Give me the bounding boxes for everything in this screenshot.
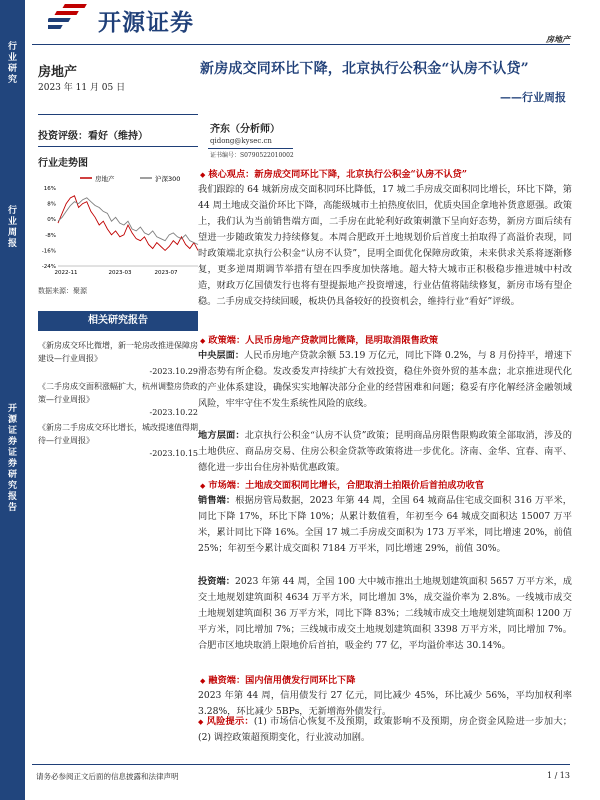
- finance-body: 2023 年第 44 周，信用债发行 27 亿元，同比减少 45%，环比减少 56%，平均加权利率 3.28%，环比减少 5BPs，无新增海外债发行。: [198, 690, 572, 717]
- author-email[interactable]: qidong@kysec.cn: [210, 137, 272, 145]
- legend-label-hs300: 沪深300: [155, 175, 181, 183]
- y-tick-label: 0%: [47, 217, 56, 224]
- x-tick-label: 2022-11: [54, 270, 78, 276]
- diamond-bullet-icon: ◆: [198, 718, 204, 726]
- x-tick-label: 2023-03: [108, 270, 132, 276]
- side-label-research: 行业研究: [7, 42, 17, 85]
- author-name: 齐东（分析师）: [210, 124, 280, 135]
- related-report[interactable]: [38, 380, 198, 419]
- side-band: [0, 0, 25, 800]
- side-label-weekly: 行业周报: [7, 206, 17, 249]
- related-reports-list: [38, 339, 198, 462]
- core-view-body: 我们跟踪的 64 城新房成交面积同环比降低，17 城二手房成交面积同比增长，环比下降，第 44 周土地成交溢价环比下降，高能级城市土拍热度依旧，优质央国企拿地补货意愿强。政策上，我们认为当前销售端方面，二手房在此轮利好政策刺激下呈向好态势，新房方面后续有望进一步随政策发力持续修复。本周合肥政开土地规划价后首度土拍取得了高溢价表现，同时政策端北京执行公积金“认房不认贷”，昆明全面优化保障房政策，未来供求关系将逐渐修复，更多逆周期调节举措有望在四季度加快落地。超大特大城市正积极稳步推进城中村改造，财政万亿国债发行也将有望提振地产投资增速，行业估值将陆续修复，新房市场有望企稳。二手房成交持续回暖，板块仍具备较好的投资机会，维持行业“看好”评级。: [198, 184, 572, 307]
- investment-rating: 投资评级：看好（维持）: [38, 131, 148, 142]
- finance-heading: ◆ 融资端：国内信用债发行同环比下降: [200, 675, 356, 686]
- y-tick-label: -16%: [41, 248, 56, 255]
- brand-logo-icon: [48, 2, 92, 30]
- trend-title: 行业走势图: [38, 158, 88, 169]
- footer-rule: [32, 764, 570, 765]
- page-number: 1 / 13: [546, 771, 570, 780]
- header-rule: [32, 44, 570, 45]
- risk-section: ◆ 风险提示：(1) 市场信心恢复不及预期，政策影响不及预期，房企资金风险进一步加大；(2) 调控政策超预期变化，行业波动加剧。: [198, 716, 572, 743]
- report-subtitle: ——行业周报: [500, 91, 566, 104]
- trend-chart: [36, 172, 202, 280]
- author-rule: [208, 148, 293, 149]
- related-report-date: -2023.10.15: [149, 449, 198, 458]
- related-report-title[interactable]: 《新房二手房成交环比增长，城改提速值得期待—行业周报》: [38, 423, 198, 445]
- y-tick-label: 16%: [43, 186, 56, 192]
- left-rule-1: [38, 114, 198, 115]
- left-rule-2: [38, 146, 198, 147]
- diamond-bullet-icon: ◆: [200, 336, 206, 345]
- policy-heading: ◆ 政策端：人民币房地产贷款同比微降，昆明取消限售政策: [200, 335, 439, 346]
- series-line: [58, 198, 198, 245]
- core-view-heading: ◆ 核心观点：新房成交同环比下降，北京执行公积金“认房不认贷”: [200, 169, 468, 180]
- market-sales: 销售端：根据房管局数据，2023 年第 44 周，全国 64 城商品住宅成交面积 316 万平米，同比下降 17%，环比下降 10%；从累计数值看，年初至今 64 城成交面积达 15007 万平米，累计同比下降 16%。全国 17 城二手房成交面积为 173 万平米，同比增速 20%，前值 25%；年初至今累计成交面积 7184 万平米，同比增速 29%，前值 30%。: [198, 495, 572, 554]
- report-title: 新房成交同环比下降，北京执行公积金“认房不认贷”: [200, 61, 529, 77]
- series-line: [58, 196, 198, 251]
- report-date: 2023 年 11 月 05 日: [38, 83, 126, 93]
- related-reports-header: 相关研究报告: [38, 311, 198, 331]
- market-heading: ◆ 市场端：土地成交面积同比增长，合肥取消土拍限价后首拍成功收官: [200, 480, 485, 491]
- market-investment: 投资端：2023 年第 44 周，全国 100 大中城市推出土地规划建筑面积 5657 万平方米，成交土地规划建筑面积 4634 万平方米，同比增加 3%，成交溢价率为 2.8%。一线城市成交土地规划建筑面积 36 万平方米，同比下降 83%；二线城市成交土地规划建筑面积 1200 万平方米，同比增加 7%；三线城市成交土地规划建筑面积 3398 万平方米，同比增加 7%。合肥市区地块取消上限地价后首拍，吸金约 77 亿，平均溢价率达 30.14%。: [198, 576, 572, 651]
- related-report-title[interactable]: 《新房成交环比微增，新一轮房改推进保障房建设—行业周报》: [38, 341, 198, 363]
- data-source: 数据来源：聚源: [38, 287, 87, 295]
- side-label-brand: 开源证券 证券研究报告: [7, 404, 17, 513]
- related-report[interactable]: [38, 339, 198, 378]
- related-report-date: -2023.10.22: [149, 408, 198, 417]
- y-tick-label: -8%: [45, 232, 56, 239]
- industry-title: 房地产: [38, 65, 78, 80]
- footer-disclaimer: 请务必参阅正文后面的信息披露和法律声明: [36, 772, 179, 781]
- diamond-bullet-icon: ◆: [200, 481, 206, 490]
- policy-central: 中央层面：人民币房地产贷款余额 53.19 万亿元，同比下降 0.2%，与 8 月份持平，增速下滑态势有所企稳。发改委发声持续扩大有效投资，稳住外资外贸的基本盘；北京推进现代化的产业体系建设，确保实实地解决部分企业的经营困难和问题；稳妥有序化解经济金融领域风险，牢牢守住不发生系统性风险的底线。: [198, 350, 573, 409]
- x-tick-label: 2023-07: [154, 270, 178, 276]
- legend-label-property: 房地产: [95, 175, 115, 183]
- related-report[interactable]: [38, 421, 198, 460]
- y-tick-label: -24%: [41, 264, 56, 270]
- diamond-bullet-icon: ◆: [200, 170, 206, 179]
- header-category: 房地产: [546, 34, 570, 44]
- related-report-title[interactable]: 《二手房成交面积涨幅扩大，杭州调整房贷政策—行业周报》: [38, 382, 198, 404]
- brand-name: 开源证券: [98, 10, 194, 36]
- author-certificate: 证书编号：S0790522010002: [210, 152, 294, 159]
- diamond-bullet-icon: ◆: [200, 676, 206, 685]
- y-tick-label: 8%: [47, 201, 56, 208]
- related-report-date: -2023.10.29: [149, 367, 198, 376]
- policy-local: 地方层面：北京执行公积金“认房不认贷”政策；昆明商品房限售限购政策全部取消，涉及的土地供应、商品房交易、住房公积金贷款等政策将进一步优化。济南、金华、宜春、南平、德化进一步出台住房补贴优惠政策。: [198, 430, 572, 473]
